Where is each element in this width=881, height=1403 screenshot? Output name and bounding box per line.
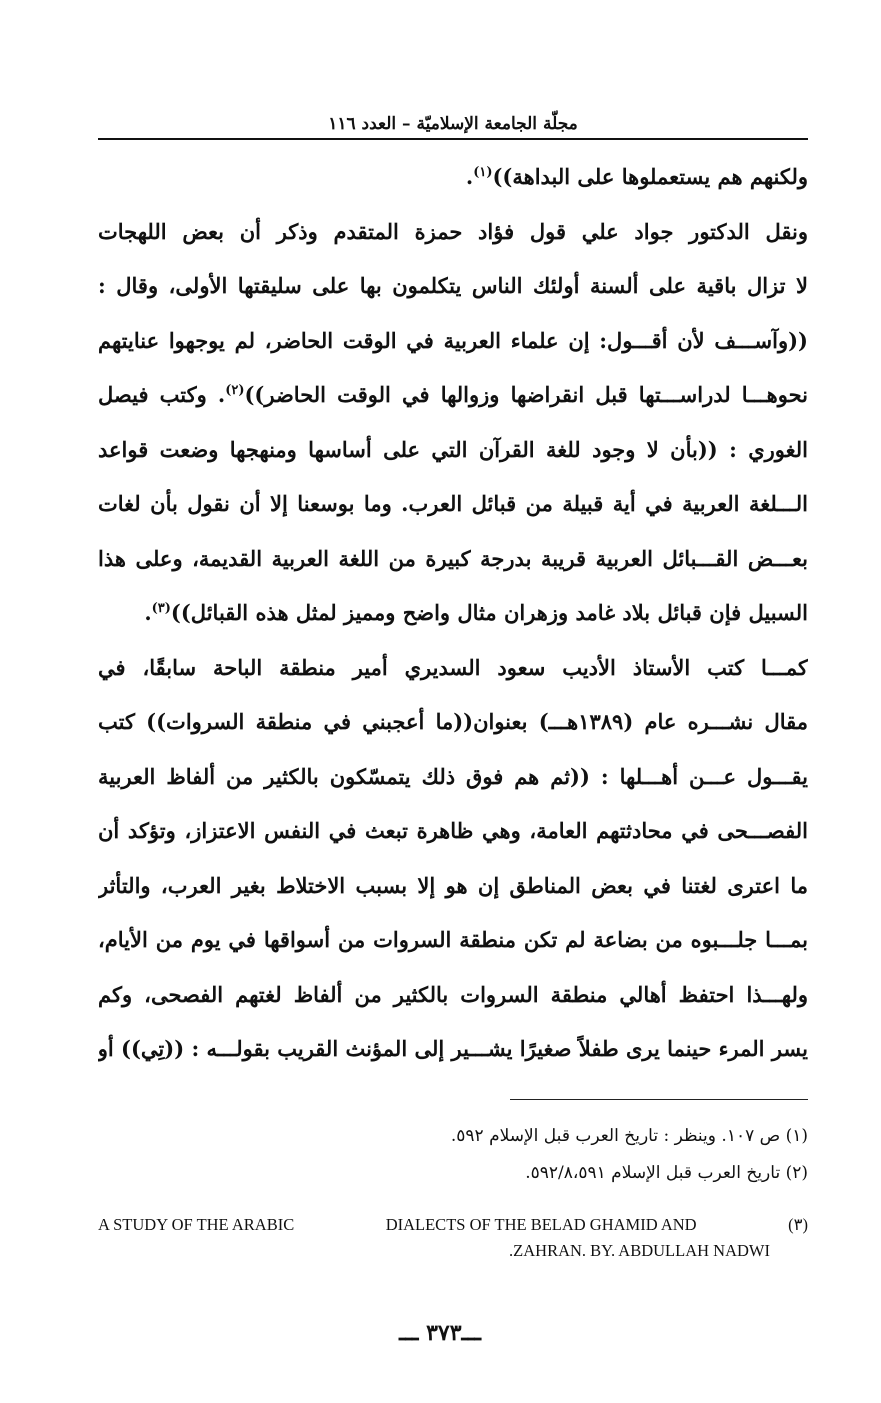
footnote-ref-2[interactable]: (٢) bbox=[225, 383, 245, 398]
footnote-3-line-2: .ZAHRAN. BY. ABDULLAH NADWI bbox=[509, 1241, 770, 1260]
text-line-10: كمـــا كتب الأستاذ الأديب سعود السديري أمير منطقة الباحة سابقًا، في bbox=[98, 654, 808, 680]
footnote-ref-3[interactable]: (٣) bbox=[151, 601, 171, 616]
text-line-16: ولهـــذا احتفظ أهالي منطقة السروات بالكثير من ألفاظ لغتهم الفصحى، وكم bbox=[98, 981, 808, 1007]
footnote-ref-1[interactable]: (١) bbox=[473, 165, 493, 180]
text-line-2: ونقل الدكتور جواد علي قول فؤاد حمزة المتقدم وذكر أن بعض اللهجات bbox=[98, 218, 808, 244]
text-line-8: بعـــض القـــبائل العربية قريبة بدرجة كبيرة من اللغة العربية القديمة، وعلى هذا bbox=[98, 545, 808, 571]
text-line-1 bbox=[98, 150, 808, 205]
header-divider bbox=[98, 138, 808, 140]
text-line-11: مقال نشـــره عام (١٣٨٩هـــ) بعنوان((ما أعجبني في منطقة السروات)) كتب bbox=[98, 709, 808, 734]
text-line-17: يسر المرء حينما يرى طفلاً صغيرًا يشـــير إلى المؤنث القريب بقولـــه : ((تِي)) أو bbox=[98, 1036, 808, 1061]
text-line-7: الـــلغة العربية في أية قبيلة من قبائل العرب. وما بوسعنا إلا أن نقول بأن لغات bbox=[98, 491, 808, 516]
line-text: نحوهـــا لدراســـتها قبل انقراضها وزوالها في الوقت الحاضر)) bbox=[244, 382, 808, 407]
line-text: السبيل فإن قبائل بلاد غامد وزهران مثال واضح ومميز لمثل هذه القبائل)) bbox=[170, 600, 808, 625]
text-line-14: ما اعترى لغتنا في بعض المناطق إن هو إلا بسبب الاختلاط بغير العرب، والتأثر bbox=[98, 872, 808, 898]
footnote-1: (١) ص ١٠٧. وينظر : تاريخ العرب قبل الإسلام ٥٩٢. bbox=[450, 1126, 808, 1146]
text-line-12: يقـــول عـــن أهـــلها : ((ثم هم فوق ذلك يتمسّكون بالكثير من ألفاظ العربية bbox=[98, 763, 808, 789]
text-line-9 bbox=[98, 586, 808, 641]
text-line-5 bbox=[98, 368, 808, 423]
footnote-divider bbox=[510, 1099, 808, 1100]
main-text bbox=[98, 150, 808, 1077]
line-tail: . bbox=[144, 600, 152, 625]
line-text: ولكنهم هم يستعملوها على البداهة)) bbox=[492, 164, 808, 189]
text-line-15: بمـــا جلـــبوه من بضاعة لم تكن منطقة السروات من أسواقها في يوم من الأيام، bbox=[98, 927, 808, 952]
footnote-3-text-a: A STUDY OF THE ARABIC bbox=[98, 1215, 295, 1234]
text-line-3: لا تزال باقية على ألسنة أولئك الناس يتكلمون بها على سليقتها الأولى، وقال : bbox=[98, 273, 808, 298]
text-line-4: ((وآســـف لأن أقـــول: إن علماء العربية في الوقت الحاضر، لم يوجهوا عنايتهم bbox=[98, 327, 808, 353]
text-line-6: الغوري : ((بأن لا وجود للغة القرآن التي على أساسها ومنهجها وضعت قواعد bbox=[98, 436, 808, 462]
footnote-3-text-b: DIALECTS OF THE BELAD GHAMID AND bbox=[385, 1215, 697, 1234]
footnote-3-marker: (٣) bbox=[788, 1215, 808, 1234]
text-line-13: الفصـــحى في محادثتهم العامة، وهي ظاهرة تبعث في النفس الاعتزاز، وتؤكد أن bbox=[98, 818, 808, 843]
footnotes bbox=[98, 1118, 808, 1192]
footnote-3 bbox=[98, 1212, 808, 1264]
line-tail: . bbox=[465, 164, 474, 189]
line-tail: . وكتب فيصل bbox=[98, 382, 226, 407]
page-number: ـــ٣٧٣ ـــ bbox=[399, 1320, 481, 1346]
running-header: مجلّة الجامعة الإسلاميّة – العدد ١١٦ bbox=[328, 114, 578, 134]
footnote-2: (٢) تاريخ العرب قبل الإسلام ٥٩٢/٨،٥٩١. bbox=[525, 1163, 808, 1183]
footnote-3-line-1 bbox=[98, 1212, 808, 1238]
